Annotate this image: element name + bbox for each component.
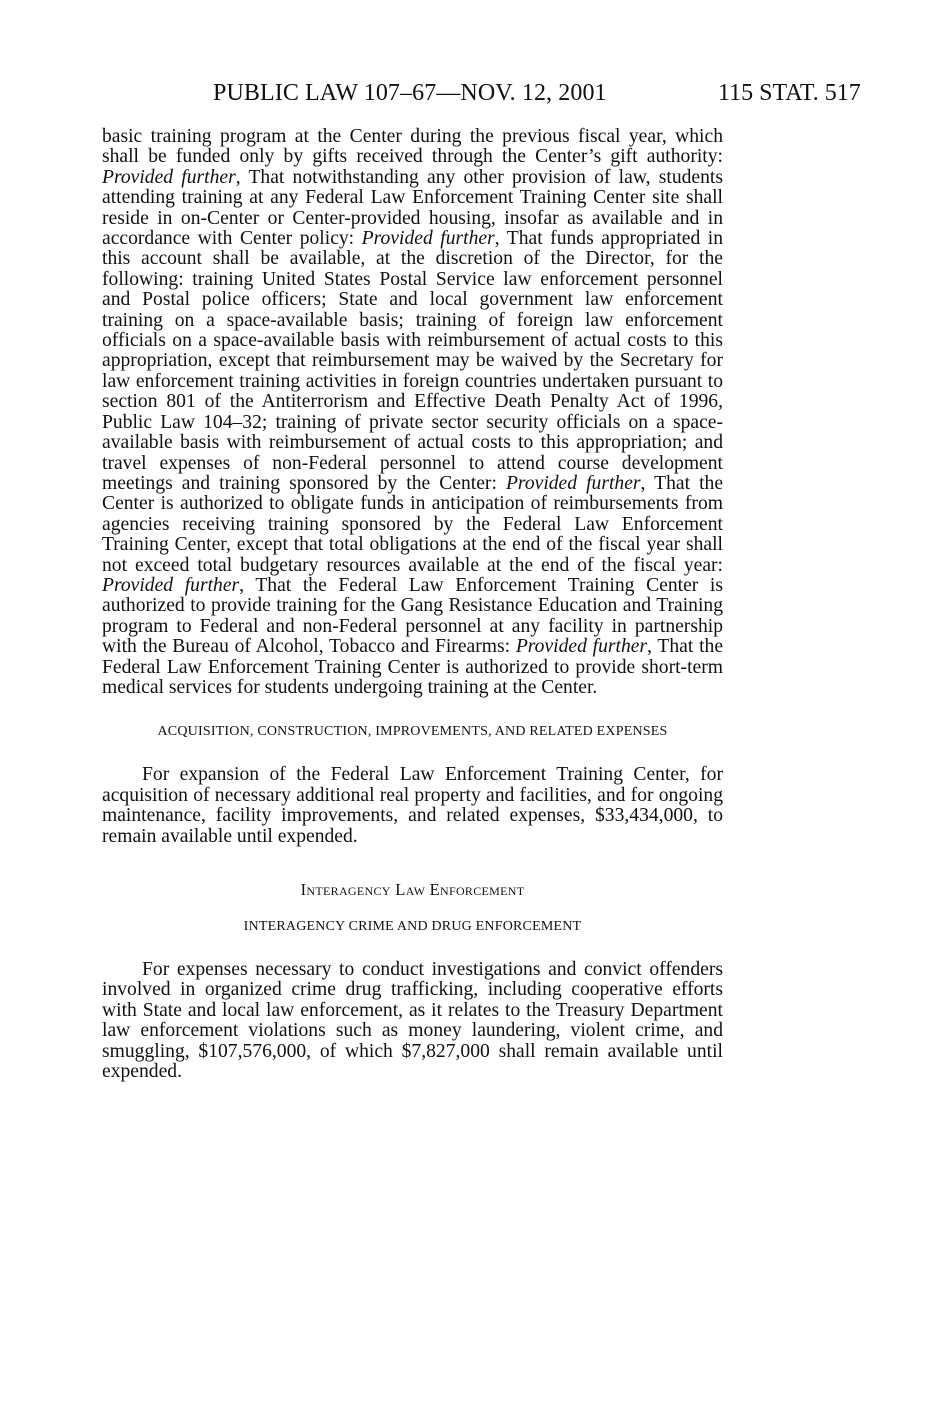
- proviso-phrase: Provided further: [515, 636, 648, 658]
- paragraph-text: , That notwithstanding any other provision of law, students attending training at any Federal Law Enforcement Training Center site shall reside in on-Center or Center-provided housing, insofar as available and in accordance with Center policy:: [102, 166, 723, 250]
- paragraph-text: basic training program at the Center during the previous fiscal year, which shall be funded only by gifts received through the Center’s gift authority:: [102, 126, 723, 168]
- continued-paragraph: [102, 127, 723, 698]
- section-heading-acquisition: ACQUISITION, CONSTRUCTION, IMPROVEMENTS, AND RELATED EXPENSES: [157, 724, 668, 740]
- proviso-phrase: Provided further: [102, 166, 236, 188]
- acquisition-paragraph: For expansion of the Federal Law Enforcement Training Center, for acquisition of necessary additional real property and facilities, and for ongoing maintenance, facility improvements, and related expenses, $33,434,000, to remain available until expended.: [102, 764, 723, 847]
- section-heading-interagency-law-enforcement: Interagency Law Enforcement: [300, 880, 525, 899]
- running-header: [0, 78, 943, 108]
- paragraph-text: , That the Center is authorized to obligate funds in anticipation of reimbursements from agencies receiving training sponsored by the Federal Law Enforcement Training Center, except that total obligations at the end of the fiscal year shall not exceed total budgetary resources available at the end of the fiscal year:: [102, 472, 724, 576]
- proviso-phrase: Provided further: [505, 472, 641, 494]
- paragraph-text: , That the Federal Law Enforcement Training Center is authorized to provide training for the Gang Resistance Education and Training program to Federal and non-Federal personnel at any facility in partnership with the Bureau of Alcohol, Tobacco and Firearms:: [102, 574, 723, 658]
- page-body: [102, 127, 723, 1082]
- paragraph-text: , That the Federal Law Enforcement Training Center is authorized to provide short-term medical services for students undergoing training at the Center.: [102, 636, 724, 698]
- paragraph-text: , That funds appropriated in this account shall be available, at the discretion of the Director, for the following: training United States Postal Service law enforcement personnel and Postal police officers; State and local government law enforcement training on a space-available basis; training of foreign law enforcement officials on a space-available basis with reimbursement of actual costs to this appropriation, except that reimbursement may be waived by the Secretary for law enforcement training activities in foreign countries undertaken pursuant to section 801 of the Antiterrorism and Effective Death Penalty Act of 1996, Public Law 104–32; training of private sector security officials on a space-available basis with reimbursement of actual costs to this appropriation; and travel expenses of non-Federal personnel to attend course development meetings and training sponsored by the Center:: [102, 228, 724, 494]
- subheading-interagency-crime-drug-enforcement: INTERAGENCY CRIME AND DRUG ENFORCEMENT: [243, 919, 582, 934]
- proviso-phrase: Provided further: [102, 574, 240, 596]
- proviso-phrase: Provided further: [361, 228, 495, 250]
- statute-page-number: 115 STAT. 517: [718, 80, 861, 106]
- public-law-citation: PUBLIC LAW 107–67—NOV. 12, 2001: [213, 80, 607, 106]
- interagency-paragraph: For expenses necessary to conduct investigations and convict offenders involved in organized crime drug trafficking, including cooperative efforts with State and local law enforcement, as it relates to the Treasury Department law enforcement violations such as money laundering, violent crime, and smuggling, $107,576,000, of which $7,827,000 shall remain available until expended.: [102, 959, 723, 1083]
